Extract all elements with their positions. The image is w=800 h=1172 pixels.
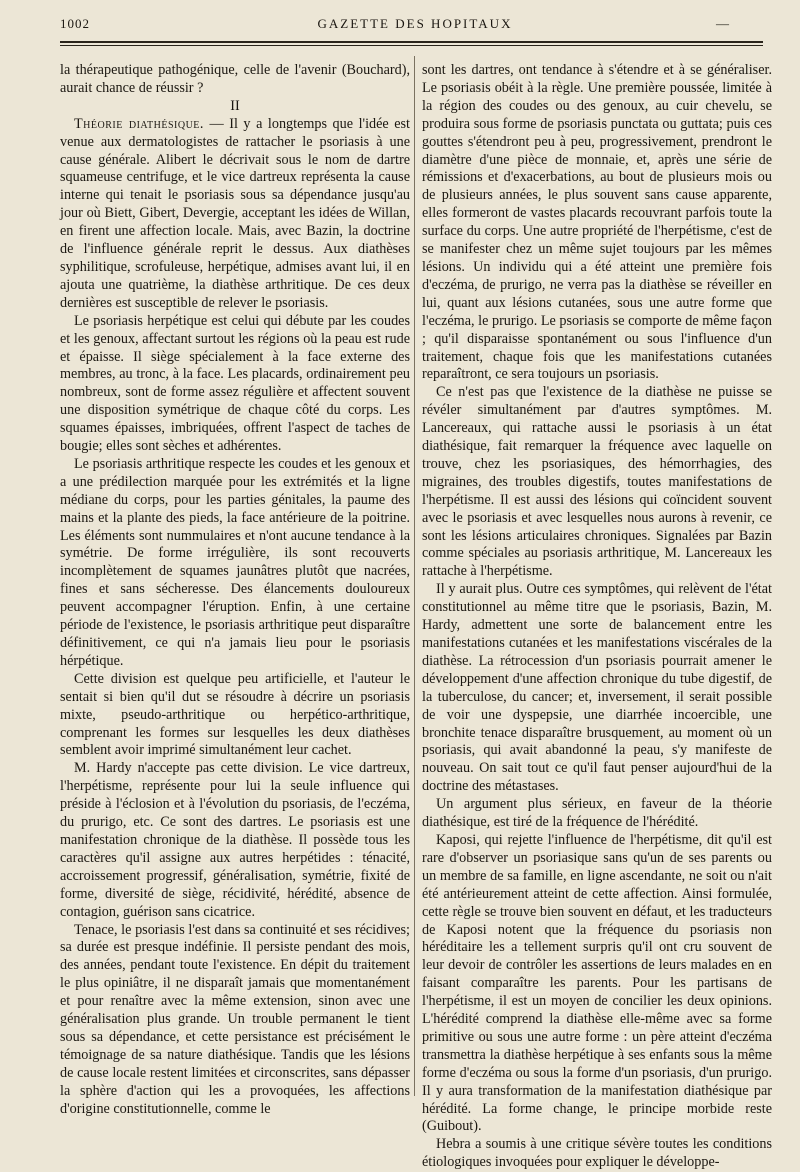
paragraph: Il y aurait plus. Outre ces symptômes, qui relèvent de l'état constitutionnel au même titre que le psoriasis, Bazin, M. Hardy, admettent une sorte de balancement entre les manifestations cutanées et les manifestations viscérales de la diathèse. La rétrocession d'un psoriasis pourrait amener le développement d'une affection chronique du tube digestif, de la tuberculose, du cancer; et, inversement, il serait possible de voir une dyspepsie, une diarrhée incoercible, une bronchite tenace disparaître brusquement, au moment où un psoriasis, qui avait abandonné la peau, s'y manifeste de nouveau. On sait tout ce qu'il faut penser aujourd'hui de la doctrine des métastases.: [422, 581, 772, 795]
page-header: [60, 16, 770, 36]
journal-title: GAZETTE DES HOPITAUX: [317, 16, 513, 31]
column-divider: [414, 56, 415, 1096]
paragraph-text: — Il y a longtemps que l'idée est venue aux dermatologistes de rattacher le psoriasis à une cause générale. Alibert le décrivait sous le nom de dartre squameuse centrifuge, et le vice dartreux représenta la cause interne qui tenait le psoriasis sous sa dépendance jusqu'au jour où Biett, Gibert, Devergie, acceptant les idées de Willan, en firent une affection locale. Mais, avec Bazin, la doctrine de l'influence générale reprit le dessus. Aux diathèses syphilitique, scrofuleuse, herpétique, admises avant lui, il en ajouta une quatrième, la diathèse arthritique. De ces deux dernières est susceptible de relever le psoriasis.: [60, 115, 411, 311]
page-number: 1002: [60, 16, 90, 31]
paragraph: [60, 116, 410, 313]
intro-paragraph: la thérapeutique pathogénique, celle de l'avenir (Bouchard), aurait chance de réussir ?: [60, 62, 410, 96]
paragraph: Kaposi, qui rejette l'influence de l'herpétisme, dit qu'il est rare d'observer un psoriasique sans qu'un de ses parents ou un membre de sa famille, en ligne ascendante, ne soit ou n'ait été antérieurement atteint de cette affection. Ainsi formulée, cette règle se trouve bien souvent en défaut, et les traducteurs de Kaposi notent que la fréquence du psoriasis non héréditaire les a tellement surpris qu'il ont cru souvent de leur devoir de contrôler les assertions de leurs malades en en faisant comparaître les parents. Pour les partisans de l'herpétisme, il est un moyen de concilier les deux opinions. L'hérédité comprend la diathèse elle-même avec sa forme primitive ou sous une autre forme : un père atteint d'eczéma transmettra la diathèse herpétique à ses enfants sous la même forme d'eczéma ou sous la forme d'un psoriasis, d'un prurigo. Il y aura transformation de la manifestation diathésique par hérédité. La forme change, le principe morbide reste (Guibout).: [422, 831, 772, 1135]
section-number: II: [230, 97, 240, 114]
section-title: Théorie diathésique.: [74, 115, 204, 132]
paragraph: Cette division est quelque peu artificielle, et l'auteur le sentait si bien qu'il dut se résoudre à décrire un psoriasis mixte, pseudo-arthritique ou herpético-arthritique, comprenant les formes sur lesquelles les deux diathèses semblent avoir imprimé simultanément leur cachet.: [60, 670, 410, 759]
paragraph: Le psoriasis herpétique est celui qui débute par les coudes et les genoux, affectant surtout les régions où la peau est rude et épaisse. Il siège spécialement à la face externe des membres, au tronc, à la face. Les placards, ordinairement peu nombreux, sont de forme assez régulière et affectent souvent une disposition symétrique de chaque côté du corps. Les squames épaisses, imbriquées, offrent l'aspect de taches de bougie; elles sont sèches et adhérentes.: [60, 312, 410, 455]
right-column: [422, 62, 772, 1172]
left-column: [60, 62, 410, 1118]
paragraph: sont les dartres, ont tendance à s'étendre et à se généraliser. Le psoriasis obéit à la règle. Une première poussée, limitée à la région des coudes ou des genoux, au cuir chevelu, se produira sous forme de psoriasis punctata ou guttata; puis ces gouttes s'étendront peu à peu, progressivement, prendront le diamètre d'une pièce de monnaie, et, après une série de rémissions et d'exacerbations, au bout de plusieurs mois ou de plusieurs années, le plus souvent sans cause apparente, elles formeront de vastes placards recouvrant parfois toute la surface du corps. Une autre propriété de l'herpétisme, c'est de se manifester chez un même sujet toujours par les mêmes lésions. Un individu qui a été atteint une première fois d'eczéma, de prurigo, ne verra pas la diathèse se réveiller en lui, quant aux lésions cutanées, sous une autre forme que l'eczéma, le prurigo. Le psoriasis se comporte de même façon ; qu'il disparaisse spontanément ou sous l'influence d'un traitement, chaque fois que les manifestations cutanées reparaîtront, ce sera toujours un psoriasis.: [422, 62, 772, 383]
paragraph: Un argument plus sérieux, en faveur de la théorie diathésique, est tiré de la fréquence de l'hérédité.: [422, 796, 772, 831]
paragraph: Ce n'est pas que l'existence de la diathèse ne puisse se révéler simultanément par d'autres symptômes. M. Lancereaux, qui rattache aussi le psoriasis à un état diathésique, fait remarquer la fréquence avec laquelle on trouve, chez les psoriasiques, des hémorrhagies, des migraines, des troubles digestifs, toutes manifestations de l'herpétisme. Il est aussi des lésions qui coïncident souvent avec le psoriasis et avec lesquelles nous aurons à revenir, ce sont les lésions articulaires chroniques. Signalées par Bazin comme spéciales au psoriasis arthritique, M. Lancereaux les rattache à l'herpétisme.: [422, 384, 772, 580]
paragraph: Hebra a soumis à une critique sévère toutes les conditions étiologiques invoquées pour expliquer le développe-: [422, 1136, 772, 1171]
header-rule-thin: [60, 45, 763, 46]
paragraph: Le psoriasis arthritique respecte les coudes et les genoux et a une prédilection marquée pour les extrémités et la ligne médiane du corps, pour les parties génitales, la paume des mains et la plante des pieds, la face antérieure de la poitrine. Les éléments sont nummulaires et n'ont aucune tendance à la symétrie. De forme irrégulière, ils sont recouverts incomplètement de squames jaunâtres plutôt que nacrées, fines et sans sécheresse. Des élancements douloureux peuvent accompagner l'éruption. Enfin, à une certaine période de l'existence, le psoriasis arthritique peut disparaître définitivement, ce qui n'a jamais lieu pour le psoriasis hérpétique.: [60, 455, 410, 669]
paragraph: Tenace, le psoriasis l'est dans sa continuité et ses récidives; sa durée est presque indéfinie. Il persiste pendant des mois, des années, pendant toute l'existence. En dépit du traitement le plus opiniâtre, il ne disparaît jamais que momentanément et pour renaître avec la même extension, sinon avec une généralisation plus grande. Un trouble permanent le tient sous sa dépendance, et cette persistance est précisément le témoignage de sa nature diathésique. Tandis que les lésions de cause locale restent limitées et circonscrites, sans dépasser la sphère d'action qui les a provoquées, les affections d'origine constitutionnelle, comme le: [60, 921, 410, 1117]
paragraph: M. Hardy n'accepte pas cette division. Le vice dartreux, l'herpétisme, représente pour lui la seule influence qui préside à l'éclosion et à l'évolution du psoriasis, de l'eczéma, du prurigo, etc. Ce sont des dartres. Le psoriasis est une manifestation chronique de la diathèse. Il possède tous les caractères qu'il assigne aux autres herpétides : ténacité, accroissement progressif, généralisation, symétrie, fixité de forme, diversité de siège, récidivité, hérédité, absence de contagion, guérison sans cicatrice.: [60, 760, 410, 920]
header-dash: —: [716, 16, 730, 31]
header-rule-thick: [60, 41, 763, 43]
